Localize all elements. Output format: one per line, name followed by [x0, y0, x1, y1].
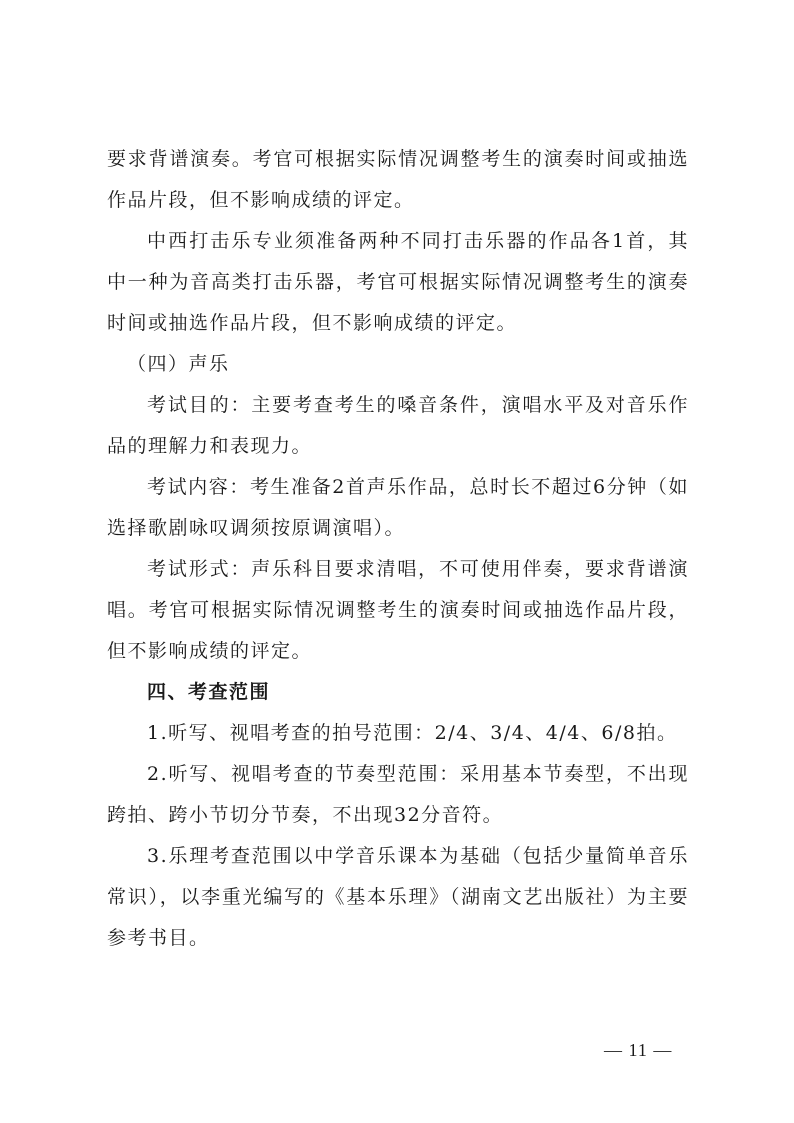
- page-number: — 11 —: [604, 1040, 673, 1060]
- paragraph-percussion: 中西打击乐专业须准备两种不同打击乐器的作品各1首，其中一种为音高类打击乐器，考官可根据实际情况调整考生的演奏时间或抽选作品片段，但不影响成绩的评定。: [107, 230, 689, 334]
- paragraph-scope-3: 3.乐理考查范围以中学音乐课本为基础（包括少量简单音乐常识），以李重光编写的《基本乐理》（湖南文艺出版社）为主要参考书目。: [107, 845, 689, 949]
- section-heading-vocal: （四）声乐: [127, 353, 230, 375]
- paragraph-exam-content: 考试内容：考生准备2首声乐作品，总时长不超过6分钟（如选择歌剧咏叹调须按原调演唱）。: [107, 476, 689, 539]
- paragraph-exam-purpose: 考试目的：主要考查考生的嗓音条件，演唱水平及对音乐作品的理解力和表现力。: [107, 394, 689, 457]
- paragraph-scope-2: 2.听写、视唱考查的节奏型范围：采用基本节奏型，不出现跨拍、跨小节切分节奏，不出现32分音符。: [107, 763, 689, 826]
- page-content: [107, 139, 689, 959]
- paragraph-scope-1: 1.听写、视唱考查的拍号范围：2/4、3/4、4/4、6/8拍。: [147, 722, 678, 744]
- section-heading-scope: 四、考查范围: [147, 681, 271, 703]
- paragraph-continuation: 要求背谱演奏。考官可根据实际情况调整考生的演奏时间或抽选作品片段，但不影响成绩的评定。: [107, 148, 689, 211]
- paragraph-exam-format: 考试形式：声乐科目要求清唱，不可使用伴奏，要求背谱演唱。考官可根据实际情况调整考生的演奏时间或抽选作品片段，但不影响成绩的评定。: [107, 558, 689, 662]
